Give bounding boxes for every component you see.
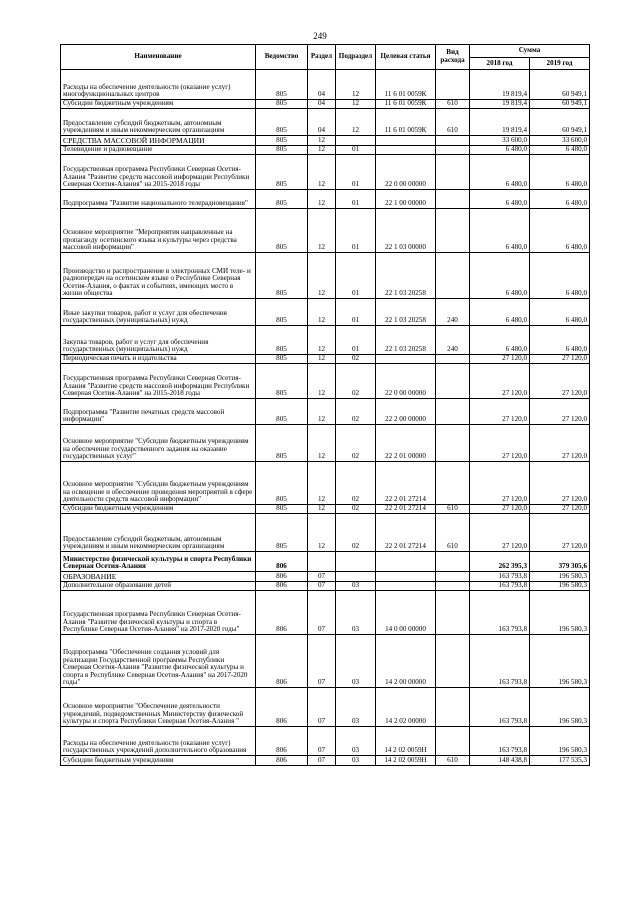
cell-name: Предоставление субсидий бюджетным, автономным учреждениям и иным некоммерческим организациям: [61, 514, 256, 552]
cell-2019: 27 120,0: [530, 505, 590, 514]
table-row: [61, 364, 590, 399]
cell-target: 14 2 02 00000: [376, 688, 436, 727]
cell-expense-type: 610: [436, 756, 470, 766]
cell-dept: 805: [256, 100, 308, 109]
table-row: [61, 100, 590, 109]
table-row: [61, 355, 590, 364]
cell-target: [376, 355, 436, 364]
table-row: [61, 756, 590, 766]
cell-section: [308, 552, 336, 572]
table-row: [61, 70, 590, 100]
table-row: [61, 399, 590, 425]
cell-name: Подпрограмма "Обеспечение создания условий для реализации Государственной программы Республики Северная Осетия-Алания "Развитие физической культуры и спорта в Республике Северная Осетия-Алания" на 2017-2020 годы": [61, 635, 256, 688]
header-target: Целевая статья: [376, 45, 436, 70]
cell-name: Государственная программа Республики Северная Осетия-Алания "Развитие средств массовой информации Республики Северная Осетия-Алания" на 2015-2018 годы: [61, 155, 256, 190]
cell-dept: 805: [256, 514, 308, 552]
cell-dept: 806: [256, 591, 308, 635]
cell-name: СРЕДСТВА МАССОВОЙ ИНФОРМАЦИИ: [61, 136, 256, 146]
cell-2018: 27 120,0: [470, 364, 530, 399]
cell-name: Телевидение и радиовещание: [61, 146, 256, 155]
table-row: [61, 635, 590, 688]
cell-expense-type: [436, 727, 470, 756]
cell-section: 07: [308, 582, 336, 591]
cell-section: 12: [308, 364, 336, 399]
cell-dept: 806: [256, 727, 308, 756]
cell-dept: 805: [256, 364, 308, 399]
cell-section: 12: [308, 253, 336, 299]
cell-subsection: 12: [336, 109, 376, 136]
cell-dept: 805: [256, 209, 308, 253]
cell-target: 14 2 02 0059Н: [376, 756, 436, 766]
cell-section: 04: [308, 109, 336, 136]
cell-expense-type: [436, 136, 470, 146]
cell-dept: 806: [256, 635, 308, 688]
cell-name: Расходы на обеспечение деятельности (оказание услуг) государственных учреждений дополнительного образования: [61, 727, 256, 756]
cell-2018: 163 793,8: [470, 591, 530, 635]
header-subsection: Подраздел: [336, 45, 376, 70]
cell-expense-type: 610: [436, 109, 470, 136]
cell-name: Субсидии бюджетным учреждениям: [61, 756, 256, 766]
cell-subsection: 01: [336, 146, 376, 155]
cell-section: 07: [308, 688, 336, 727]
cell-target: 22 2 01 27214: [376, 505, 436, 514]
cell-2019: 177 535,3: [530, 756, 590, 766]
cell-target: [376, 136, 436, 146]
cell-2019: 196 580,3: [530, 727, 590, 756]
cell-dept: 805: [256, 505, 308, 514]
cell-name: Государственная программа Республики Северная Осетия-Алания "Развитие средств массовой информации Республики Северная Осетия-Алания" на 2015-2018 годы: [61, 364, 256, 399]
cell-target: 22 1 03 00000: [376, 209, 436, 253]
cell-2018: 163 793,8: [470, 688, 530, 727]
cell-target: 22 1 00 00000: [376, 190, 436, 209]
cell-2019: 6 480,0: [530, 190, 590, 209]
cell-2019: 27 120,0: [530, 514, 590, 552]
cell-section: 12: [308, 209, 336, 253]
cell-section: 07: [308, 756, 336, 766]
cell-2019: 196 580,3: [530, 572, 590, 582]
cell-2018: 27 120,0: [470, 514, 530, 552]
cell-subsection: 02: [336, 514, 376, 552]
cell-subsection: 01: [336, 299, 376, 326]
cell-target: 22 1 03 20258: [376, 299, 436, 326]
cell-expense-type: [436, 209, 470, 253]
cell-target: 11 6 01 0059К: [376, 70, 436, 100]
header-dept: Ведомство: [256, 45, 308, 70]
cell-dept: 806: [256, 582, 308, 591]
cell-subsection: [336, 136, 376, 146]
cell-section: 12: [308, 299, 336, 326]
cell-section: 12: [308, 355, 336, 364]
cell-2018: 27 120,0: [470, 399, 530, 425]
cell-subsection: 01: [336, 155, 376, 190]
cell-target: 22 1 03 20258: [376, 326, 436, 355]
cell-name: Основное мероприятие "Субсидии бюджетным учреждениям на освещение и обеспечение проведения мероприятий в сфере деятельности средств массовой информации": [61, 462, 256, 505]
cell-name: Расходы на обеспечение деятельности (оказание услуг) многофункциональных центров: [61, 70, 256, 100]
cell-expense-type: [436, 591, 470, 635]
cell-expense-type: [436, 425, 470, 462]
cell-expense-type: [436, 552, 470, 572]
cell-subsection: 01: [336, 190, 376, 209]
cell-2019: 27 120,0: [530, 364, 590, 399]
cell-expense-type: 240: [436, 299, 470, 326]
cell-2019: 196 580,3: [530, 582, 590, 591]
table-row: [61, 253, 590, 299]
cell-target: 14 0 00 00000: [376, 591, 436, 635]
cell-expense-type: [436, 146, 470, 155]
cell-name: Дополнительное образование детей: [61, 582, 256, 591]
cell-subsection: 03: [336, 756, 376, 766]
cell-expense-type: [436, 462, 470, 505]
cell-2019: 6 480,0: [530, 253, 590, 299]
cell-dept: 805: [256, 190, 308, 209]
cell-2019: 60 949,1: [530, 100, 590, 109]
cell-subsection: 02: [336, 364, 376, 399]
cell-target: 22 2 01 00000: [376, 425, 436, 462]
cell-dept: 805: [256, 425, 308, 462]
cell-name: Основное мероприятие "Мероприятия направленные на пропаганду осетинского языка и культуры через средства массовой информации": [61, 209, 256, 253]
table-row: [61, 582, 590, 591]
header-expense-type: Вид расхода: [436, 45, 470, 70]
cell-name: Предоставление субсидий бюджетным, автономным учреждениям и иным некоммерческим организациям: [61, 109, 256, 136]
cell-2019: 6 480,0: [530, 209, 590, 253]
cell-subsection: 02: [336, 425, 376, 462]
cell-name: Основное мероприятие "Обеспечение деятельности учреждений, подведомственных Министерству физической культуры и спорта Республики Северная Осетия-Алания ": [61, 688, 256, 727]
table-row: [61, 299, 590, 326]
cell-2018: 148 438,8: [470, 756, 530, 766]
cell-expense-type: [436, 355, 470, 364]
cell-2018: 27 120,0: [470, 505, 530, 514]
header-name: Наименование: [61, 45, 256, 70]
cell-section: 07: [308, 572, 336, 582]
cell-section: 12: [308, 190, 336, 209]
cell-name: Основное мероприятие "Субсидии бюджетным учреждениям на обеспечение государственного задания на оказание государственных услуг": [61, 425, 256, 462]
cell-expense-type: [436, 572, 470, 582]
cell-dept: 805: [256, 146, 308, 155]
cell-name: Субсидии бюджетным учреждениям: [61, 100, 256, 109]
cell-section: 12: [308, 146, 336, 155]
cell-dept: 805: [256, 253, 308, 299]
cell-subsection: 02: [336, 355, 376, 364]
cell-name: Подпрограмма "Развитие национального телерадиовещания": [61, 190, 256, 209]
page-number: 249: [313, 31, 327, 41]
table-row: [61, 688, 590, 727]
table-row: [61, 136, 590, 146]
cell-name: Производство и распространение в электронных СМИ теле- и радиопередач на осетинском языке о Республике Северная Осетия-Алания, о фактах и событиях, имеющих место в жизни общества: [61, 253, 256, 299]
cell-subsection: [336, 572, 376, 582]
cell-dept: 805: [256, 109, 308, 136]
cell-2018: 27 120,0: [470, 462, 530, 505]
header-year-2018: 2018 год: [470, 58, 530, 70]
cell-2018: 6 480,0: [470, 253, 530, 299]
cell-section: 07: [308, 727, 336, 756]
cell-dept: 806: [256, 572, 308, 582]
cell-2019: 196 580,3: [530, 591, 590, 635]
cell-subsection: 03: [336, 582, 376, 591]
table-row: [61, 425, 590, 462]
cell-dept: 805: [256, 136, 308, 146]
cell-target: 14 2 00 00000: [376, 635, 436, 688]
header-year-2019: 2019 год: [530, 58, 590, 70]
cell-2018: 19 819,4: [470, 70, 530, 100]
cell-2018: 163 793,8: [470, 582, 530, 591]
cell-name: Министерство физической культуры и спорта Республики Северная Осетия-Алания: [61, 552, 256, 572]
cell-target: 14 2 02 0059Н: [376, 727, 436, 756]
cell-dept: 805: [256, 326, 308, 355]
cell-2018: 163 793,8: [470, 635, 530, 688]
cell-subsection: 12: [336, 70, 376, 100]
header-sum: Сумма: [470, 45, 590, 58]
cell-name: ОБРАЗОВАНИЕ: [61, 572, 256, 582]
cell-section: 12: [308, 155, 336, 190]
cell-2018: 6 480,0: [470, 190, 530, 209]
cell-dept: 805: [256, 70, 308, 100]
cell-section: 12: [308, 425, 336, 462]
cell-2019: 6 480,0: [530, 299, 590, 326]
cell-target: 22 2 01 27214: [376, 462, 436, 505]
cell-2019: 60 949,1: [530, 70, 590, 100]
cell-target: 11 6 01 0059К: [376, 100, 436, 109]
table-row: [61, 462, 590, 505]
cell-2019: 196 580,3: [530, 635, 590, 688]
cell-section: 12: [308, 136, 336, 146]
cell-name: Государственная программа Республики Северная Осетия-Алания "Развитие физической культуры и спорта в Республике Северная Осетия-Алания" на 2017-2020 годы": [61, 591, 256, 635]
cell-dept: 805: [256, 462, 308, 505]
cell-target: 22 0 00 00000: [376, 155, 436, 190]
table-row: [61, 190, 590, 209]
table-row: [61, 591, 590, 635]
cell-dept: 805: [256, 155, 308, 190]
cell-section: 12: [308, 505, 336, 514]
cell-target: 11 6 01 0059К: [376, 109, 436, 136]
cell-expense-type: 610: [436, 100, 470, 109]
cell-section: 07: [308, 635, 336, 688]
cell-subsection: 03: [336, 591, 376, 635]
cell-2019: 379 305,6: [530, 552, 590, 572]
cell-expense-type: [436, 635, 470, 688]
table-body: [61, 70, 590, 766]
cell-2018: 6 480,0: [470, 326, 530, 355]
header-section: Раздел: [308, 45, 336, 70]
cell-2018: 163 793,8: [470, 572, 530, 582]
cell-dept: 805: [256, 355, 308, 364]
cell-dept: 805: [256, 399, 308, 425]
cell-section: 12: [308, 399, 336, 425]
cell-2019: 6 480,0: [530, 146, 590, 155]
cell-subsection: 02: [336, 462, 376, 505]
cell-expense-type: 610: [436, 514, 470, 552]
cell-expense-type: [436, 70, 470, 100]
cell-expense-type: [436, 399, 470, 425]
cell-2019: 27 120,0: [530, 399, 590, 425]
cell-2018: 19 819,4: [470, 100, 530, 109]
table-row: [61, 727, 590, 756]
cell-2019: 33 600,0: [530, 136, 590, 146]
cell-2018: 6 480,0: [470, 209, 530, 253]
cell-subsection: 03: [336, 635, 376, 688]
cell-section: 12: [308, 462, 336, 505]
cell-2019: 27 120,0: [530, 462, 590, 505]
cell-name: Периодическая печать и издательства: [61, 355, 256, 364]
cell-expense-type: [436, 253, 470, 299]
cell-target: 22 2 01 27214: [376, 514, 436, 552]
cell-2018: 33 600,0: [470, 136, 530, 146]
cell-expense-type: [436, 155, 470, 190]
cell-dept: 805: [256, 299, 308, 326]
cell-2018: 27 120,0: [470, 355, 530, 364]
cell-section: 04: [308, 100, 336, 109]
cell-subsection: 02: [336, 399, 376, 425]
cell-target: 22 0 00 00000: [376, 364, 436, 399]
table-row: [61, 155, 590, 190]
cell-2018: 19 819,4: [470, 109, 530, 136]
cell-expense-type: 240: [436, 326, 470, 355]
cell-subsection: 02: [336, 505, 376, 514]
cell-expense-type: [436, 190, 470, 209]
cell-dept: 806: [256, 552, 308, 572]
cell-name: Закупка товаров, работ и услуг для обеспечения государственных (муниципальных) нужд: [61, 326, 256, 355]
cell-2018: 6 480,0: [470, 146, 530, 155]
table-row: [61, 146, 590, 155]
cell-2019: 27 120,0: [530, 425, 590, 462]
cell-expense-type: [436, 688, 470, 727]
cell-2019: 27 120,0: [530, 355, 590, 364]
cell-subsection: 03: [336, 727, 376, 756]
cell-target: [376, 146, 436, 155]
cell-name: Иные закупки товаров, работ и услуг для обеспечения государственных (муниципальных) нужд: [61, 299, 256, 326]
cell-section: 12: [308, 514, 336, 552]
cell-target: [376, 582, 436, 591]
cell-section: 07: [308, 591, 336, 635]
cell-subsection: 01: [336, 326, 376, 355]
cell-target: [376, 552, 436, 572]
table-row: [61, 572, 590, 582]
cell-subsection: 01: [336, 209, 376, 253]
cell-2019: 6 480,0: [530, 155, 590, 190]
cell-2018: 6 480,0: [470, 299, 530, 326]
cell-dept: 806: [256, 756, 308, 766]
cell-target: 22 2 00 00000: [376, 399, 436, 425]
table-row: [61, 209, 590, 253]
cell-dept: 806: [256, 688, 308, 727]
table-row: [61, 326, 590, 355]
table-row: [61, 109, 590, 136]
cell-expense-type: 610: [436, 505, 470, 514]
budget-table: [60, 44, 590, 766]
cell-subsection: 03: [336, 688, 376, 727]
table-row: [61, 514, 590, 552]
cell-expense-type: [436, 582, 470, 591]
cell-section: 04: [308, 70, 336, 100]
cell-2019: 6 480,0: [530, 326, 590, 355]
cell-name: Подпрограмма "Развитие печатных средств массовой информации": [61, 399, 256, 425]
cell-target: [376, 572, 436, 582]
cell-subsection: [336, 552, 376, 572]
cell-2019: 60 949,1: [530, 109, 590, 136]
cell-2018: 6 480,0: [470, 155, 530, 190]
cell-2018: 163 793,8: [470, 727, 530, 756]
cell-subsection: 12: [336, 100, 376, 109]
cell-2018: 262 395,3: [470, 552, 530, 572]
cell-2019: 196 580,3: [530, 688, 590, 727]
table-row: [61, 552, 590, 572]
cell-target: 22 1 03 20258: [376, 253, 436, 299]
cell-expense-type: [436, 364, 470, 399]
cell-section: 12: [308, 326, 336, 355]
table-row: [61, 505, 590, 514]
cell-name: Субсидии бюджетным учреждениям: [61, 505, 256, 514]
cell-2018: 27 120,0: [470, 425, 530, 462]
cell-subsection: 01: [336, 253, 376, 299]
